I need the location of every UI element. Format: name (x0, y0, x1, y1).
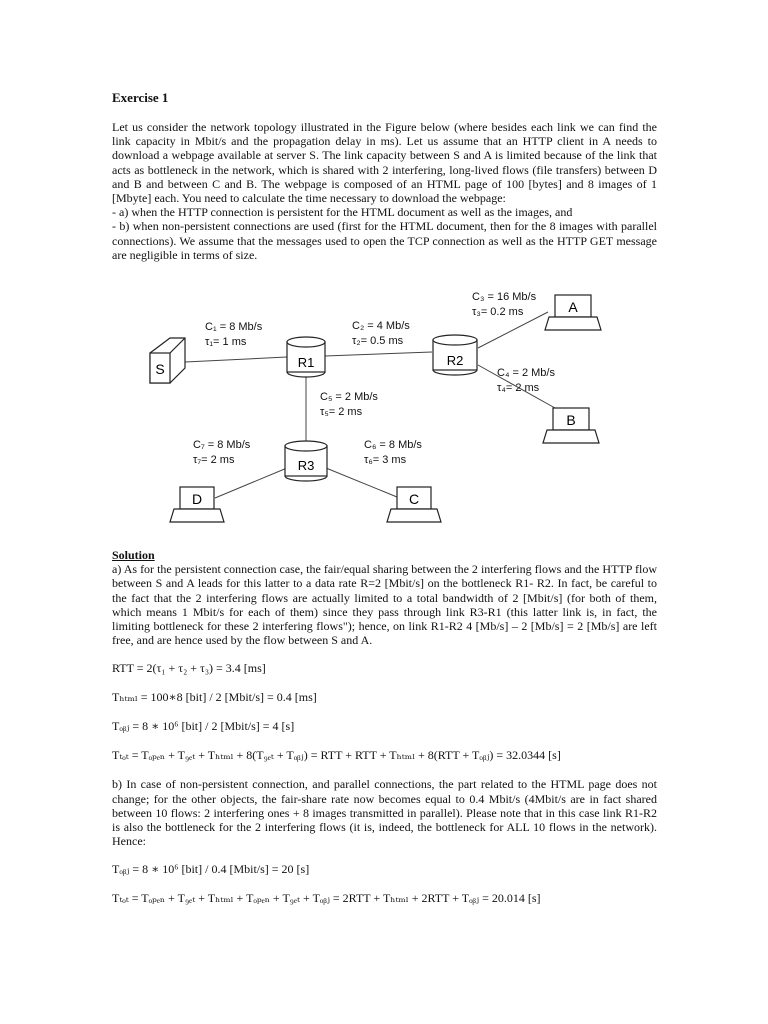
laptop-c-icon (387, 487, 441, 522)
router-r3-icon (285, 441, 327, 481)
formula-ttot-b: Tₜₒₜ = Tₒₚₑₙ + T₉ₑₜ + Tₕₜₘₗ + Tₒₚₑₙ + T₉ₑₜ + Tₒᵦⱼ = 2RTT + Tₕₜₘₗ + 2RTT + Tₒᵦⱼ = 20.014 [s] (112, 891, 541, 906)
link-s-r1 (185, 357, 287, 362)
solution-title: Solution (112, 548, 155, 562)
node-label-b: B (566, 412, 576, 428)
node-label-r1: R1 (297, 355, 315, 370)
link-label-t6: τ₆= 3 ms (364, 454, 407, 466)
formula-tobj-b: Tₒᵦⱼ = 8 ∗ 10⁶ [bit] / 0.4 [Mbit/s] = 20 [s] (112, 862, 310, 877)
laptop-a-icon (545, 295, 601, 330)
exercise-item-a: - a) when the HTTP connection is persistent for the HTML document as well as the images, and (112, 205, 573, 220)
link-label-c3: C₃ = 16 Mb/s (472, 291, 537, 303)
exercise-item-b: - b) when non-persistent connections are used (first for the HTML document, then for the 8 images with parallel connections). We assume that the messages used to open the TCP connection as well as the HTTP GET message are negligible in terms of size. (112, 219, 657, 262)
node-label-r3: R3 (297, 458, 315, 473)
link-label-t5: τ₅= 2 ms (320, 406, 363, 418)
laptop-b-icon (543, 408, 599, 443)
solution-part-b: b) In case of non-persistent connection, and parallel connections, the part related to the HTML page does not change; for the other objects, the fair-share rate now becomes equal to 0.4 Mbit/s (4Mbit/s are in fact shared between 10 flows: 2 interfering ones + 8 images transmitted in parallel). Please note that in this case link R1-R2 is also the bottleneck for the 2 interfering flows (it is, indeed, the bottleneck for ALL 10 flows in the network). Hence: (112, 777, 657, 849)
node-label-s: S (155, 361, 165, 377)
link-label-t7: τ₇= 2 ms (193, 454, 235, 466)
link-label-c2: C₂ = 4 Mb/s (352, 320, 410, 332)
server-s-icon (150, 338, 185, 383)
link-label-c7: C₇ = 8 Mb/s (193, 439, 251, 451)
node-label-c: C (408, 491, 420, 507)
node-label-a: A (568, 299, 578, 315)
link-r3-c (326, 468, 397, 497)
solution-part-a: a) As for the persistent connection case, the fair/equal sharing between the 2 interfering flows and the HTTP flow between S and A leads for this latter to a data rate R=2 [Mbit/s] on the bottleneck R1- R2. In fact, be careful to the fact that the 2 interfering flows are actually limited to a total bandwidth of 2 [Mbit/s] (for both of them, which means 1 Mbit/s for each of them) since they pass through link R3-R1 (this latter link is, in fact, the limiting bottleneck for these 2 interfering flows"); hence, on link R1-R2 4 [Mb/s] – 2 [Mb/s] = 2 [Mb/s] are left free, and are hence used by the flow between S and A. (112, 562, 657, 648)
link-label-c5: C₅ = 2 Mb/s (320, 391, 378, 403)
formula-ttot-a: Tₜₒₜ = Tₒₚₑₙ + T₉ₑₜ + Tₕₜₘₗ + 8(T₉ₑₜ + Tₒᵦⱼ) = RTT + RTT + Tₕₜₘₗ + 8(RTT + Tₒᵦⱼ) = 32.0344 [s] (112, 748, 561, 763)
router-r2-icon (433, 335, 477, 375)
laptop-d-icon (170, 487, 224, 522)
formula-thtml: Tₕₜₘₗ = 100∗8 [bit] / 2 [Mbit/s] = 0.4 [ms] (112, 690, 317, 705)
link-label-c4: C₄ = 2 Mb/s (497, 367, 555, 379)
link-r1-r2 (325, 352, 432, 356)
link-label-c6: C₆ = 8 Mb/s (364, 439, 422, 451)
router-r1-icon (287, 337, 325, 377)
link-label-t1: τ₁= 1 ms (205, 336, 247, 348)
node-label-d: D (191, 491, 203, 507)
formula-rtt: RTT = 2(τ₁ + τ₂ + τ₃) = 3.4 [ms] (112, 661, 266, 676)
link-label-t3: τ₃= 0.2 ms (472, 306, 524, 318)
exercise-title: Exercise 1 (112, 90, 169, 105)
formula-tobj: Tₒᵦⱼ = 8 ∗ 10⁶ [bit] / 2 [Mbit/s] = 4 [s] (112, 719, 295, 734)
link-label-t4: τ₄= 2 ms (497, 382, 540, 394)
link-r3-d (215, 468, 287, 498)
exercise-intro: Let us consider the network topology illustrated in the Figure below (where besides each link we can find the link capacity in Mbit/s and the propagation delay in ms). Let us assume that an HTTP client in A needs to download a webpage available at server S. The link capacity between S and A is limited because of the link that acts as bottleneck in the network, which is shared with 2 interfering, long-lived flows (file transfers) between D and B and between C and B. The webpage is composed of an HTML page of 100 [bytes] and 8 images of 1 [Mbyte] each. You need to calculate the time necessary to download the webpage: (112, 120, 657, 206)
link-label-c1: C₁ = 8 Mb/s (205, 321, 263, 333)
node-label-r2: R2 (446, 353, 464, 368)
link-label-t2: τ₂= 0.5 ms (352, 335, 404, 347)
solution-section (112, 548, 657, 906)
